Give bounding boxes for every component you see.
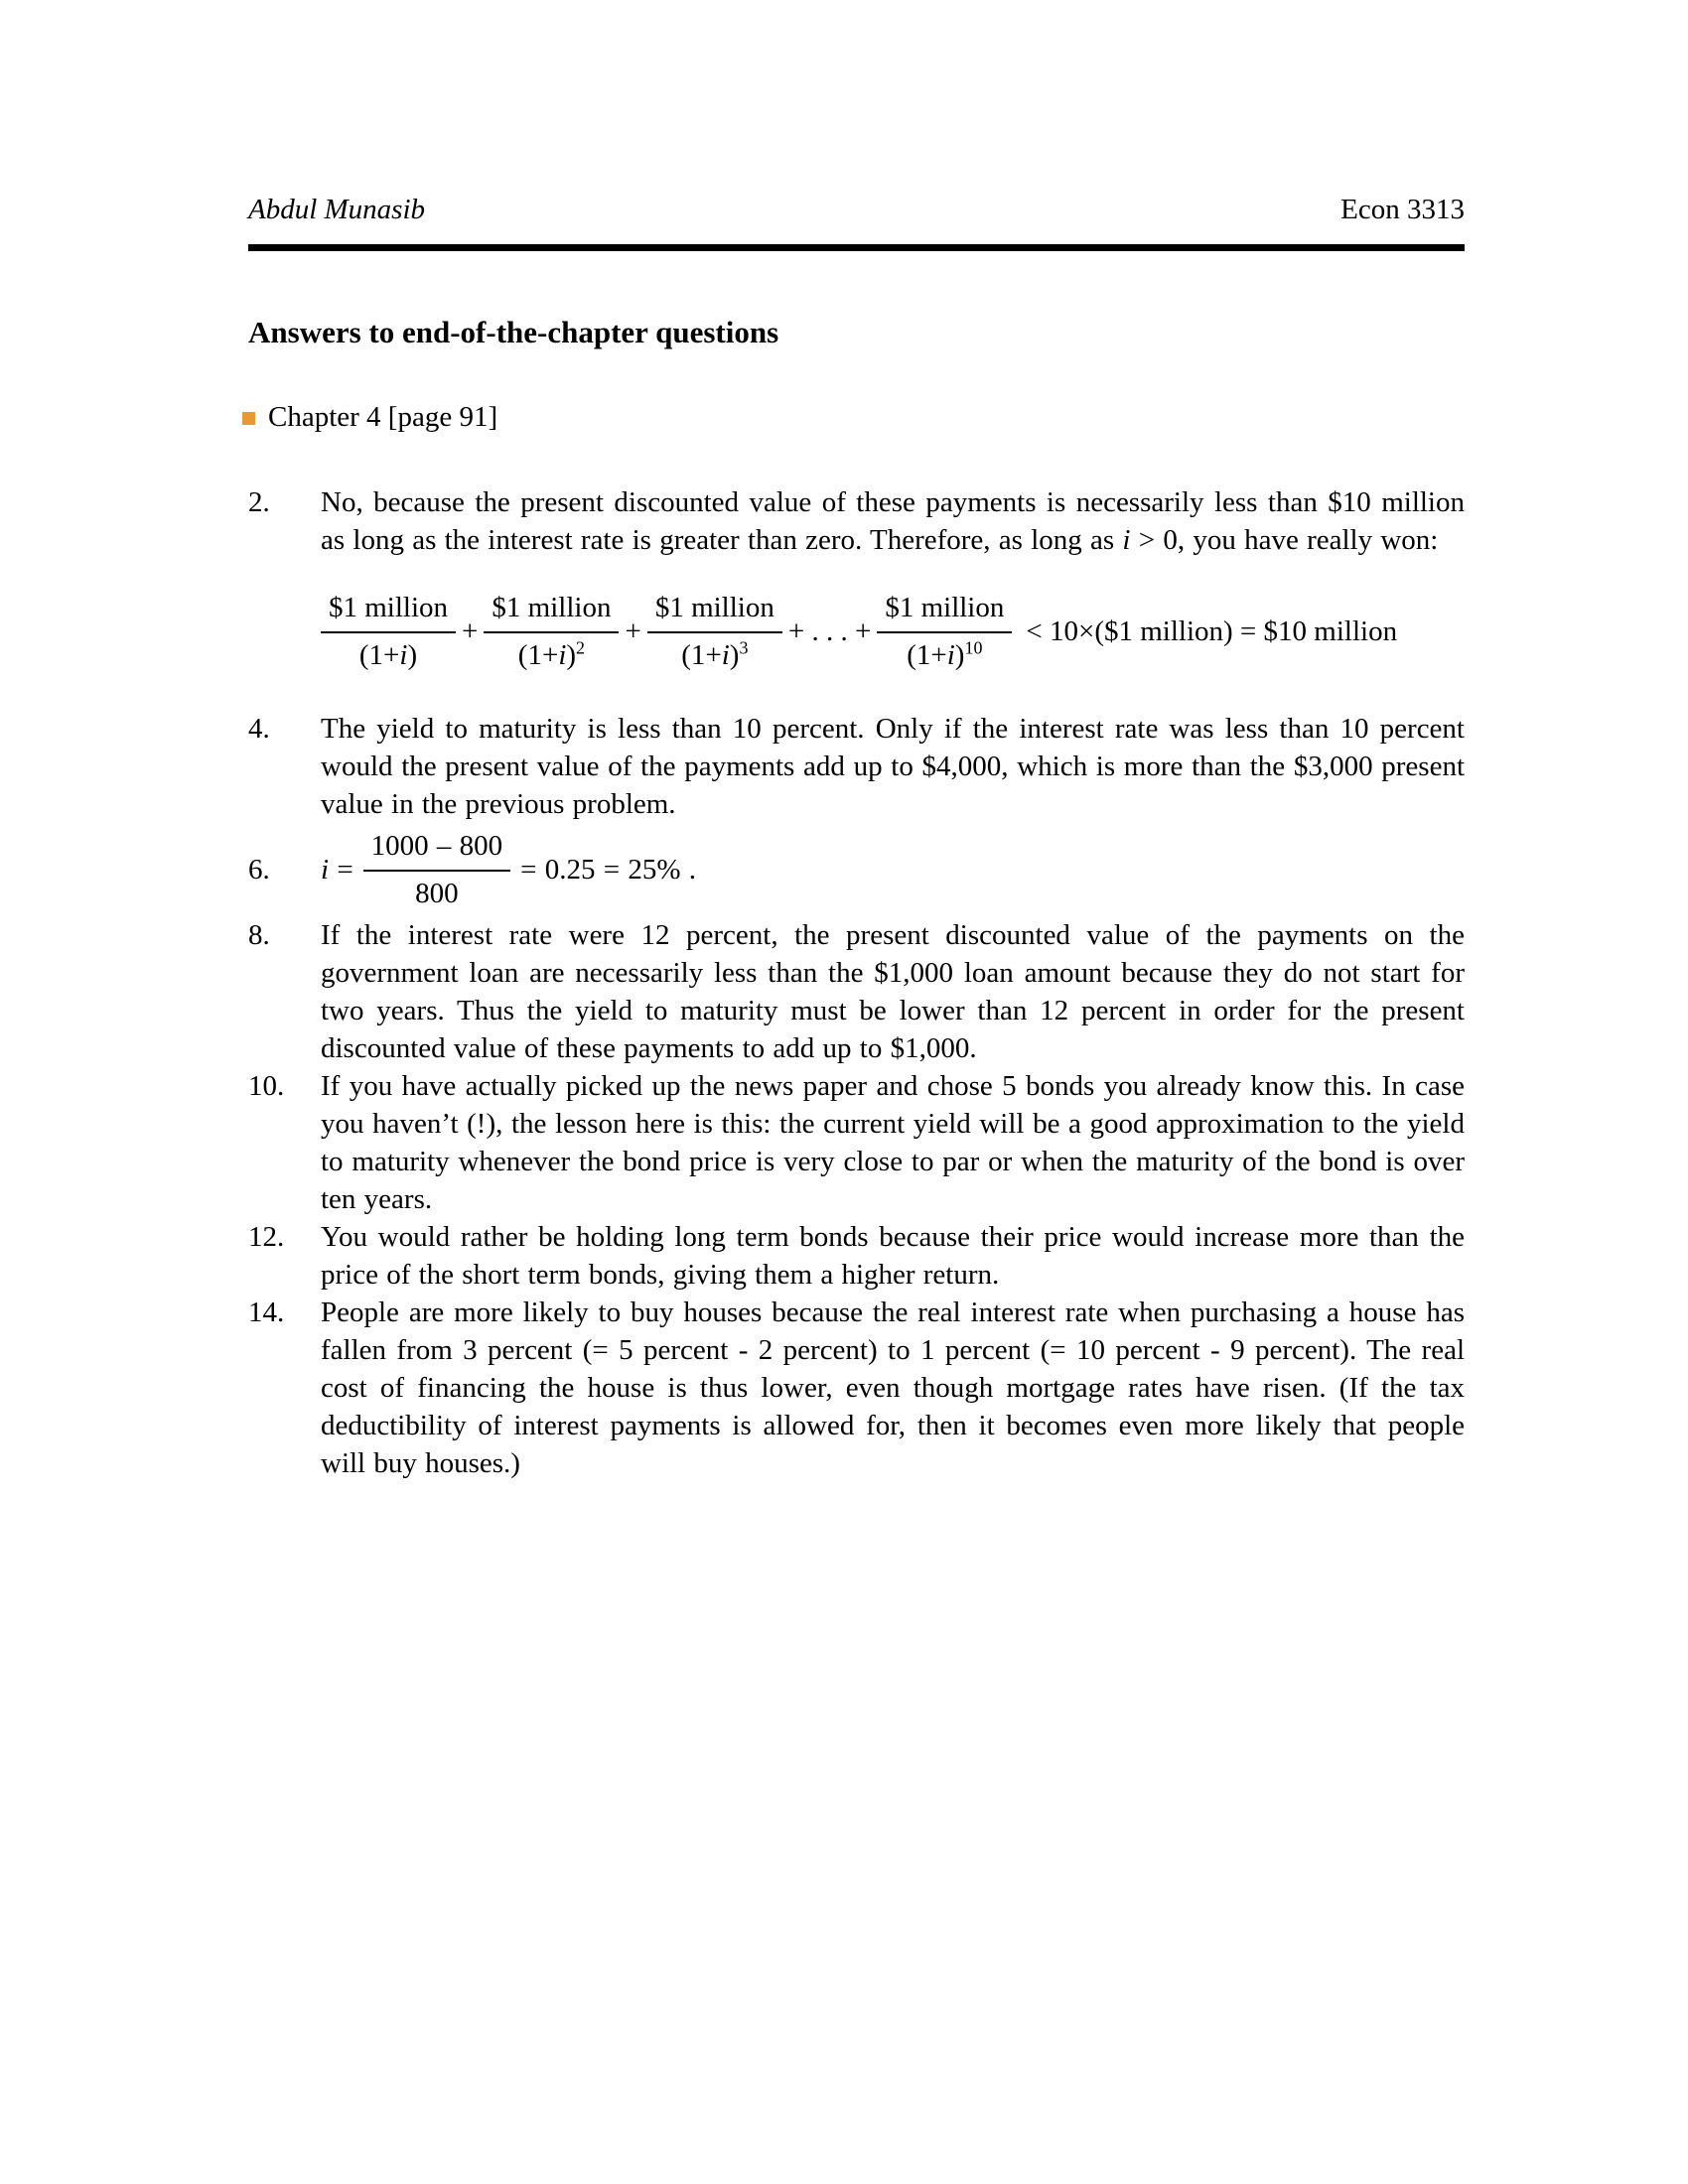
- answer-text: People are more likely to buy houses because the real interest rate when purchasing a house has fallen from 3 percent (= 5 percent - 2 percent) to 1 percent (= 10 percent - 9 percent). The real cost of financing the house is thus lower, even though mortgage rates have risen. (If the tax deductibility of interest payments is allowed for, then it becomes even more likely that people will buy houses.): [321, 1297, 1465, 1479]
- variable-i: i: [1122, 524, 1131, 556]
- answer-text: You would rather be holding long term bonds because their price would increase more than the price of the short term bonds, giving them a higher return.: [321, 1221, 1465, 1291]
- answer-item-6: [248, 827, 1465, 912]
- fraction-denominator: $(1+i)^3$: [681, 637, 749, 671]
- fraction-denominator: (1+i): [358, 639, 418, 671]
- answer-item-2: [248, 483, 1465, 559]
- answer-text-part: > 0, you have really won:: [1130, 524, 1439, 556]
- answer-number: 8.: [248, 919, 270, 951]
- answer-number: 14.: [248, 1297, 285, 1328]
- answer-item-8: [248, 916, 1465, 1067]
- interest-rate-formula: [321, 827, 1465, 912]
- answer-item-12: [248, 1218, 1465, 1294]
- fraction-numerator: $1 million: [321, 589, 456, 633]
- fraction-denominator: $(1+i)^2$: [517, 637, 586, 671]
- page-title: Answers to end-of-the-chapter questions: [248, 315, 779, 349]
- answer-number: 4.: [248, 713, 270, 745]
- fraction-term-1: [321, 589, 456, 674]
- fraction-term-4: [877, 589, 1012, 674]
- answer-item-4: [248, 710, 1465, 823]
- fraction-term-3: [647, 589, 782, 674]
- answer-text-part: No, because the present discounted value of these payments is necessarily less than $10 million as long as the interest rate is greater than zero. Therefore, as long as: [321, 486, 1465, 556]
- answer-number: 10.: [248, 1070, 285, 1102]
- formula-lhs: i =: [321, 854, 353, 886]
- fraction-numerator: $1 million: [647, 589, 782, 633]
- answer-item-14: [248, 1294, 1465, 1482]
- answer-text: If you have actually picked up the news paper and chose 5 bonds you already know this. In case you haven’t (!), the lesson here is this: the current yield will be a good approximation to the yield to maturity whenever the bond price is very close to par or when the maturity of the bond is over ten years.: [321, 1070, 1465, 1215]
- answer-text: If the interest rate were 12 percent, the present discounted value of the payments on the government loan are necessarily less than the $1,000 loan amount because they do not start for two years. Thus the yield to maturity must be lower than 12 percent in order for the present discounted value of these payments to add up to $1,000.: [321, 919, 1465, 1064]
- fraction-term-2: [484, 589, 619, 674]
- header-author: Abdul Munasib: [248, 194, 426, 225]
- answer-number: 6.: [248, 854, 270, 886]
- present-value-formula: [321, 589, 1465, 674]
- header-course: Econ 3313: [1340, 194, 1465, 225]
- plus-operator: +: [462, 615, 479, 647]
- answer-text: The yield to maturity is less than 10 percent. Only if the interest rate was less than 10 percent would the present value of the payments add up to $4,000, which is more than the $3,000 present value in the previous problem.: [321, 713, 1465, 820]
- plus-ellipsis-operator: + . . . +: [787, 615, 872, 647]
- formula-result: = 0.25 = 25% .: [520, 854, 697, 886]
- fraction-numerator: $1 million: [877, 589, 1012, 633]
- chapter-heading: [242, 398, 1465, 436]
- fraction-numerator: 1000 – 800: [363, 827, 511, 872]
- fraction-numerator: $1 million: [484, 589, 619, 633]
- answer-number: 2.: [248, 486, 270, 518]
- answer-number: 12.: [248, 1221, 285, 1253]
- chapter-label: Chapter 4 [page 91]: [268, 401, 498, 433]
- answer-item-10: [248, 1067, 1465, 1218]
- fraction-denominator: $(1+i)^{10}$: [907, 637, 983, 671]
- plus-operator: +: [625, 615, 641, 647]
- fraction-denominator: 800: [415, 878, 459, 909]
- answer-text: [321, 483, 1465, 559]
- ratio-fraction: [363, 827, 511, 912]
- bullet-square-icon: [242, 412, 255, 425]
- formula-inequality-result: < 10×($1 million) = $10 million: [1026, 615, 1398, 647]
- page-header: [248, 191, 1465, 251]
